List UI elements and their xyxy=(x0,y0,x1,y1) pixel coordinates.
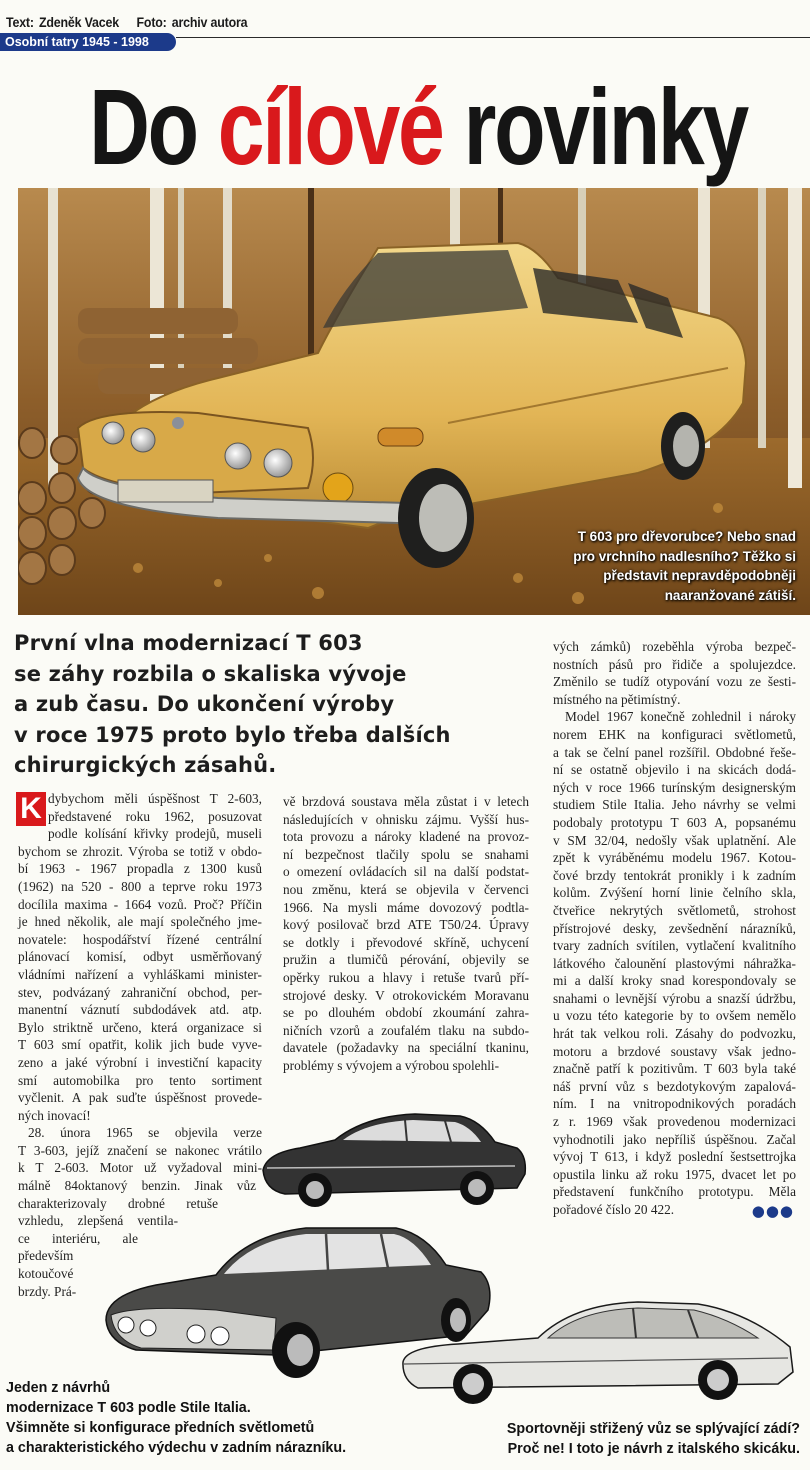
text-line: Model 1967 konečně zohlednil i nároky xyxy=(565,709,796,725)
text-line: novatele: hospodářství řízené centrální xyxy=(18,931,262,947)
text-line: je hned několik, ale mají společného jme- xyxy=(18,914,262,930)
text-line: tota provozu a nároky kladené na provoz- xyxy=(283,829,529,845)
text-line: docílila maxima - 1664 vozů. Proč? Příčin xyxy=(18,896,262,912)
caption-line: Všimněte si konfigurace předních světlometů xyxy=(6,1420,315,1436)
caption-line: Jeden z návrhů xyxy=(6,1380,111,1396)
text-line: ce interiéru, ale xyxy=(18,1230,138,1246)
text-line: plánovací komisí, odbyt usměrňovaný xyxy=(18,949,262,965)
text-line: se dotkly i převodové skříně, uchycení xyxy=(283,934,529,950)
sketch-sedan-dark xyxy=(255,1108,530,1213)
text-line: ničních vzorů a zoufalém tlaku na subdo- xyxy=(283,1022,529,1038)
text-line: brzdy. Prá- xyxy=(18,1283,77,1299)
text-line: opustila linku až roku 1975, dvacet let po xyxy=(553,1166,796,1182)
text-line: představené roku 1962, posuzovat xyxy=(48,808,262,824)
text-line: málně 84oktanový benzin. Jinak vůz xyxy=(18,1178,256,1194)
text-line: vyčlenit. A pak suďte úspěšnost provede- xyxy=(18,1090,262,1106)
text-line: vě brzdová soustava měla zůstat i v letech xyxy=(283,794,529,809)
text-line: motoru a brzdové soustavy však jedno- xyxy=(553,1043,796,1059)
text-line: norem EHK na konfiguraci světlometů, xyxy=(553,726,796,742)
text-line: v SM 32/04, nedošly však uplatnění. Ale xyxy=(553,832,796,848)
text-line: 28. února 1965 se objevila verze xyxy=(28,1125,262,1141)
text-line: ní bezpečnost tlačily spolu se snahami xyxy=(283,846,529,862)
text-line: ných inovací! xyxy=(18,1107,91,1123)
text-line: o omezení ovládacích sil na další podstat- xyxy=(283,864,529,880)
lead-line: se záhy rozbila o skaliska vývoje xyxy=(14,661,407,686)
text-line: látkového čalounění plastovými náhražka- xyxy=(553,955,796,971)
text-line: pořadové číslo 20 422. xyxy=(553,1202,675,1217)
text-line: snahami o levnější výrobu a snazší údržbu, xyxy=(553,990,796,1006)
caption-fastback xyxy=(460,1419,800,1459)
text-line: u vozu této kategorie by to ovšem nemělo xyxy=(553,1008,796,1024)
text-line: ní se ostatně objevilo i na skicách dodá- xyxy=(553,762,796,778)
text-line: vyhodnotili jako nepříliš úspěšnou. Začal xyxy=(553,1131,796,1147)
text-line: přístrojové desky, zevšednění nárazníků, xyxy=(553,920,796,936)
text-line: Bylo striktně určeno, která organizace si xyxy=(18,1019,262,1035)
text-line: následujících v ohnisku zájmu. Vyšší hus- xyxy=(283,811,529,827)
text-line: tvary zadních svítilen, vytlačení kvalitního xyxy=(553,938,796,954)
text-line: hrát tak velkou roli. Zásahy do podvozku, xyxy=(553,1026,796,1042)
article-column-2 xyxy=(283,793,529,1075)
text-line: (1962) na 520 - 800 a teprve roku 1973 xyxy=(18,878,262,894)
text-line: zpět k vyráběnému modelu 1967. Kotou- xyxy=(553,850,796,866)
credits-line xyxy=(6,14,247,32)
text-line: k T 2-603. Motor už vyžadoval mini- xyxy=(18,1160,262,1176)
photo-caption-line: představit nepravděpodobněji xyxy=(603,568,796,583)
photo-caption-line: pro vrchního nadlesního? Těžko si xyxy=(573,548,796,564)
text-line: Změnilo se tudíž otypování vozu ze šesti- xyxy=(553,674,796,690)
text-line: čtveřice nekrytých světlometů, strohost xyxy=(553,902,796,918)
text-credit-label: Text: xyxy=(6,15,34,30)
photo-credit-label: Foto: xyxy=(136,15,167,30)
dropcap-letter: K xyxy=(16,792,46,826)
text-line: T 3-603, jejíž značení se nakonec vrátilo xyxy=(18,1142,262,1158)
lead-line: v roce 1975 proto bylo třeba dalších xyxy=(14,722,451,747)
text-line: značně patří k pozitivům. T 603 byla také xyxy=(553,1061,796,1077)
text-line: 1966. Na mysli máme dovozový podtla- xyxy=(283,899,529,915)
main-photo-tatra-603 xyxy=(18,188,810,615)
text-line: nou změnu, která se objevila v červenci xyxy=(283,881,529,897)
text-line: z r. 1969 však provedenou modernizaci xyxy=(553,1114,796,1130)
text-line: podobaly prototypu T 603 A, popsanému xyxy=(553,814,796,830)
text-line: strojové desky. V otrokovickém Moravanu xyxy=(283,987,529,1003)
text-line: charakterizovaly drobné retuše xyxy=(18,1195,218,1211)
text-line: čové brzdy tentokrát pronikly i k zadním xyxy=(553,867,796,883)
text-line: kotoučové xyxy=(18,1266,74,1282)
text-line: studiem Stile Italia. Jeho návrhy se velmi xyxy=(553,797,796,813)
headline-word-3: rovinky xyxy=(463,66,747,187)
photo-credit-author: archiv autora xyxy=(171,15,248,30)
article-headline xyxy=(89,62,747,192)
text-line: místného na pětimístný. xyxy=(553,691,681,707)
text-line: vládními nařízení a vyhláškami minister- xyxy=(18,966,262,982)
text-line: náš první vůz s bezdotykovým zapalová- xyxy=(553,1078,796,1094)
caption-line: Proč ne! I toto je návrh z italského skicáku. xyxy=(507,1441,800,1457)
text-line: problémy s vývojem a výrobou spolehli- xyxy=(283,1057,500,1073)
text-line: davatele (požadavky na speciální tkaninu, xyxy=(283,1040,529,1056)
end-of-article-mark: ●●● xyxy=(751,1202,794,1220)
text-line: vývoj T 613, i když poslední šestsettrojka xyxy=(553,1149,796,1165)
lead-line: chirurgických zásahů. xyxy=(14,753,277,777)
text-line: především xyxy=(18,1248,74,1264)
text-line: zeno a jaké výrobní i investiční kapacity xyxy=(18,1054,262,1070)
section-tag: Osobní tatry 1945 - 1998 xyxy=(0,33,176,51)
text-line: smí automobilka pro tento sortiment xyxy=(18,1072,262,1088)
photo-caption xyxy=(561,527,796,605)
text-line: bí 1963 - 1967 propadla z 1300 kusů xyxy=(18,861,262,877)
lead-paragraph xyxy=(14,628,534,781)
text-line: se po dlouhém období zkoumání zahra- xyxy=(283,1005,529,1021)
sketch-fastback xyxy=(398,1292,798,1412)
text-line: manentní váznutí subdodávek atd. atp. xyxy=(18,1002,262,1018)
lead-line: a zub času. Do ukončení výroby xyxy=(14,692,395,716)
text-line: a tak se čelní panel rozšířil. Obdobné řeše- xyxy=(553,744,796,760)
headline-word-2: cílové xyxy=(217,66,443,187)
photo-caption-line: naaranžované zátiší. xyxy=(664,587,796,603)
text-line: kový posilovač brzd ATE T50/24. Úpravy xyxy=(283,917,529,933)
text-line: dybychom měli úspěšnost T 2-603, xyxy=(48,791,262,806)
caption-line: modernizace T 603 podle Stile Italia. xyxy=(6,1400,251,1416)
text-line: T 603 smí opatřit, kolik jich bude vyve- xyxy=(18,1037,262,1053)
caption-line: Sportovněji střižený vůz se splývající zádí? xyxy=(506,1421,800,1437)
section-divider xyxy=(176,37,810,38)
text-line: bychom se zhrozit. Výroba se totiž v obdo- xyxy=(18,843,262,859)
text-line: ných v roce 1966 turínským designerským xyxy=(553,779,796,795)
article-column-3 xyxy=(553,638,796,1219)
text-line: podle kolísání křivky prodejů, museli xyxy=(48,826,262,842)
text-line: opěrky rukou a hlavy i retuše tvarů pří- xyxy=(283,969,529,985)
text-line: kolům. Zvýšení horní linie čelního skla, xyxy=(553,885,796,901)
photo-caption-line: T 603 pro dřevorubce? Nebo snad xyxy=(577,529,796,544)
text-line: stev, podvázaný zahraniční obchod, per- xyxy=(18,984,262,1000)
headline-word-1: Do xyxy=(89,66,197,187)
text-line: pružin a tlumičů pérování, objevily se xyxy=(283,952,529,968)
text-line: vzhledu, zlepšená ventila- xyxy=(18,1213,178,1229)
text-line: mi a další kroky snad korespondovaly se xyxy=(553,973,796,989)
lead-line: První vlna modernizací T 603 xyxy=(14,631,363,655)
caption-line: a charakteristického výdechu v zadním nárazníku. xyxy=(6,1440,347,1456)
text-line: ním. I na vnitropodnikových poradách xyxy=(553,1096,796,1112)
text-line: vých zámků) rozeběhla výroba bezpeč- xyxy=(553,639,796,654)
text-line: nostních pásů pro řidiče a spolujezdce. xyxy=(553,656,796,672)
caption-stile-italia xyxy=(6,1378,406,1458)
text-line: představení funkčního prototypu. Měla xyxy=(553,1184,796,1200)
text-credit-author: Zdeněk Vacek xyxy=(38,15,119,30)
